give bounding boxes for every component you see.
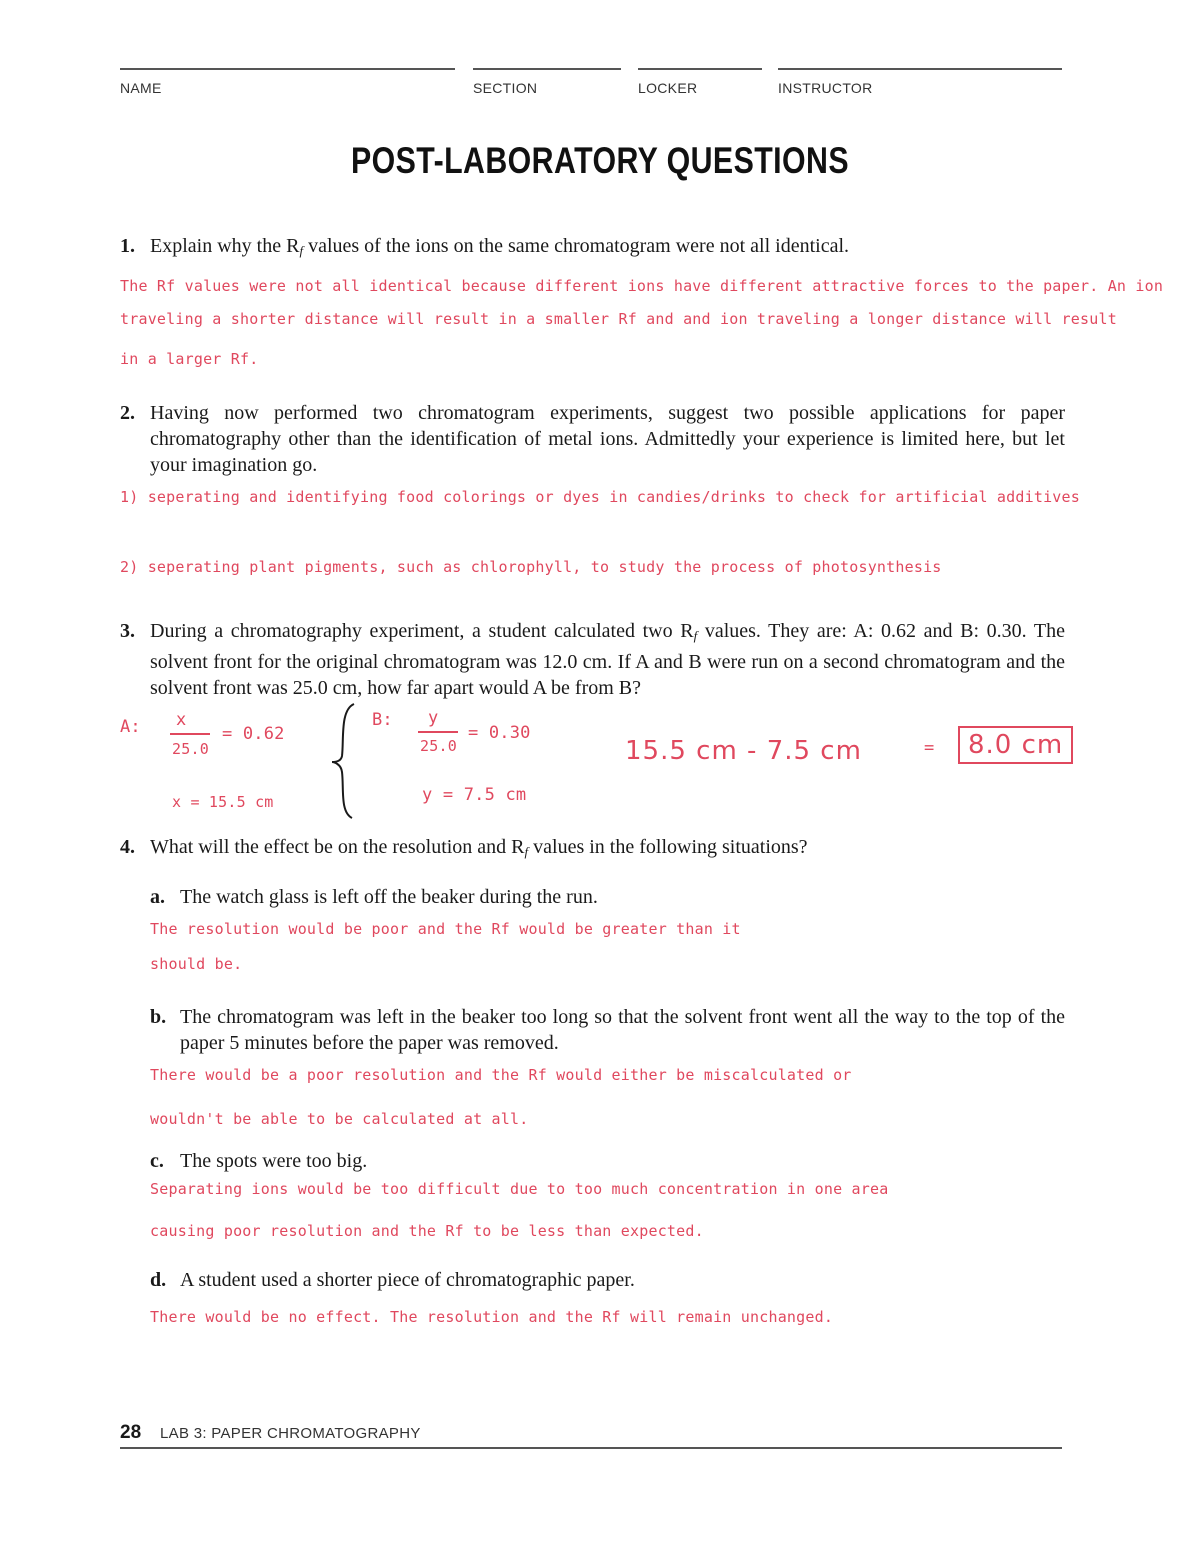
work-b-numerator: y bbox=[428, 708, 439, 728]
question-text: What will the effect be on the resolution and Rf values in the following situations? bbox=[150, 836, 808, 859]
page-number: 28 bbox=[120, 1422, 142, 1443]
final-answer-box: 8.0 cm bbox=[958, 726, 1073, 764]
work-a-denominator: 25.0 bbox=[172, 740, 209, 758]
work-b-fraction-bar bbox=[418, 731, 458, 733]
answer-2-line-1: 1) seperating and identifying food colorings or dyes in candies/drinks to check for artificial additives bbox=[120, 488, 1080, 506]
question-number: 1. bbox=[120, 235, 135, 257]
name-label: NAME bbox=[120, 80, 162, 96]
instructor-label: INSTRUCTOR bbox=[778, 80, 873, 96]
question-3 bbox=[120, 618, 1065, 701]
part-label: b. bbox=[150, 1006, 167, 1028]
work-b-result: y = 7.5 cm bbox=[422, 785, 527, 805]
part-text: The spots were too big. bbox=[180, 1150, 368, 1172]
question-4a bbox=[150, 884, 1065, 910]
instructor-field-line[interactable] bbox=[778, 68, 1062, 70]
work-a-numerator: x bbox=[176, 710, 187, 730]
lab-title: LAB 3: PAPER CHROMATOGRAPHY bbox=[160, 1425, 421, 1442]
name-field-line[interactable] bbox=[120, 68, 455, 70]
question-1 bbox=[120, 233, 1065, 264]
locker-label: LOCKER bbox=[638, 80, 698, 96]
brace-icon bbox=[326, 700, 366, 820]
question-4 bbox=[120, 834, 1065, 865]
part-text: A student used a shorter piece of chromatographic paper. bbox=[180, 1269, 635, 1291]
part-label: d. bbox=[150, 1269, 167, 1291]
answer-2-line-2: 2) seperating plant pigments, such as chlorophyll, to study the process of photosynthesis bbox=[120, 558, 942, 576]
section-field-line[interactable] bbox=[473, 68, 621, 70]
part-label: a. bbox=[150, 886, 165, 908]
work-a-result: x = 15.5 cm bbox=[172, 793, 274, 811]
work-equals: = bbox=[924, 738, 935, 758]
part-text: The watch glass is left off the beaker during the run. bbox=[180, 886, 598, 908]
work-b-equation: = 0.30 bbox=[468, 723, 531, 743]
work-b-label: B: bbox=[372, 710, 393, 730]
answer-4a-line-2: should be. bbox=[150, 955, 243, 973]
part-text: The chromatogram was left in the beaker too long so that the solvent front went all the way to the top of the paper 5 minutes before the paper was removed. bbox=[180, 1006, 1065, 1054]
work-b-denominator: 25.0 bbox=[420, 737, 457, 755]
question-4d bbox=[150, 1267, 1065, 1293]
answer-4c-line-1: Separating ions would be too difficult due to too much concentration in one area bbox=[150, 1180, 889, 1198]
answer-1-line-1: The Rf values were not all identical because different ions have different attractive forces to the paper. An ion bbox=[120, 277, 1164, 295]
answer-4a-line-1: The resolution would be poor and the Rf would be greater than it bbox=[150, 920, 741, 938]
section-label: SECTION bbox=[473, 80, 538, 96]
answer-4b-line-1: There would be a poor resolution and the Rf would either be miscalculated or bbox=[150, 1066, 852, 1084]
question-number: 2. bbox=[120, 402, 135, 424]
question-text: Explain why the Rf values of the ions on the same chromatogram were not all identical. bbox=[150, 235, 849, 258]
question-number: 4. bbox=[120, 836, 135, 858]
answer-1-line-3: in a larger Rf. bbox=[120, 350, 259, 368]
work-a-label: A: bbox=[120, 717, 141, 737]
question-number: 3. bbox=[120, 620, 135, 642]
question-4c bbox=[150, 1148, 1065, 1174]
work-difference: 15.5 cm - 7.5 cm bbox=[625, 736, 862, 766]
locker-field-line[interactable] bbox=[638, 68, 762, 70]
question-2 bbox=[120, 400, 1065, 478]
footer-divider bbox=[120, 1447, 1062, 1449]
question-text: During a chromatography experiment, a student calculated two Rf values. They are: A: 0.62 and B: 0.30. The solvent front for the original chromatogram was 12.0 cm. If A and B were run on a second chromatogram and the solvent front was 25.0 cm, how far apart would A be from B? bbox=[150, 620, 1065, 699]
answer-4d-line-1: There would be no effect. The resolution and the Rf will remain unchanged. bbox=[150, 1308, 834, 1326]
part-label: c. bbox=[150, 1150, 164, 1172]
work-a-fraction-bar bbox=[170, 733, 210, 735]
question-4b bbox=[150, 1004, 1065, 1056]
answer-4b-line-2: wouldn't be able to be calculated at all. bbox=[150, 1110, 529, 1128]
work-a-equation: = 0.62 bbox=[222, 724, 285, 744]
answer-4c-line-2: causing poor resolution and the Rf to be less than expected. bbox=[150, 1222, 704, 1240]
question-text: Having now performed two chromatogram experiments, suggest two possible applications for paper chromatography other than the identification of metal ions. Admittedly your experience is limited here, but let your imagination go. bbox=[150, 402, 1065, 476]
answer-1-line-2: traveling a shorter distance will result in a smaller Rf and and ion traveling a longer distance will result bbox=[120, 310, 1117, 328]
page-title: POST-LABORATORY QUESTIONS bbox=[351, 140, 849, 181]
